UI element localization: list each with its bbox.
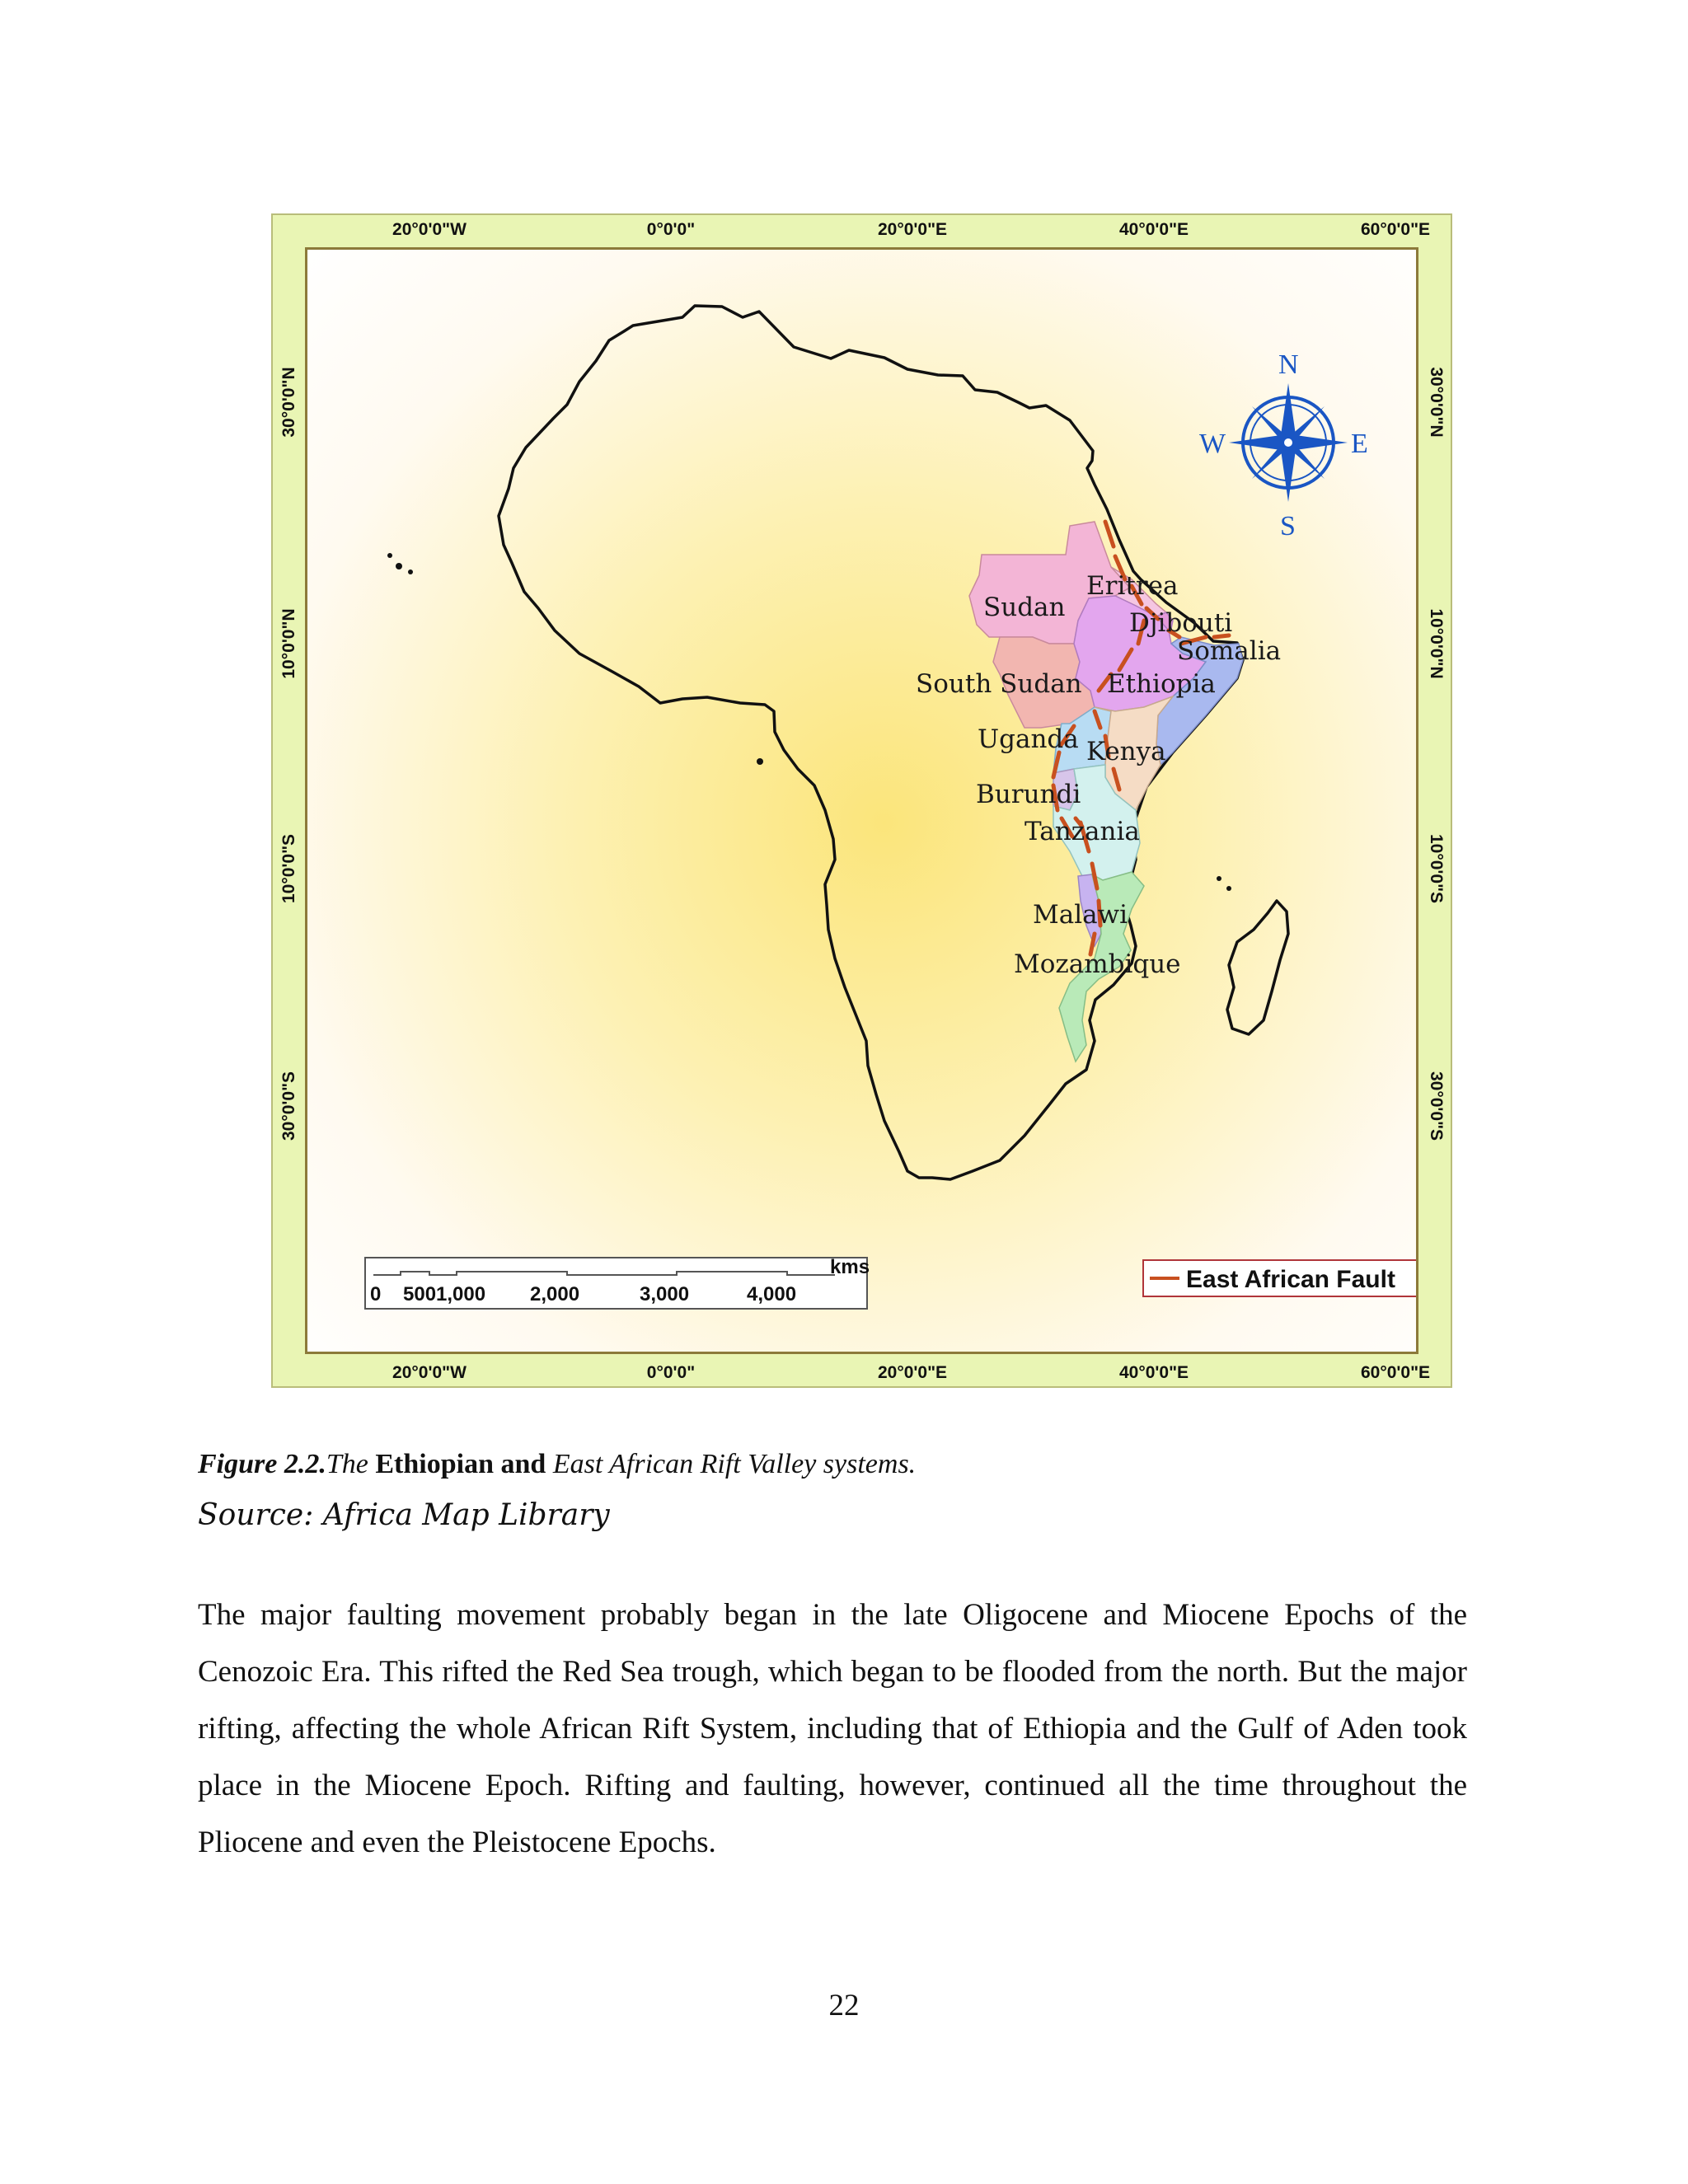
compass-label-n: N xyxy=(1278,349,1299,380)
figure-source: Source: Africa Map Library xyxy=(198,1498,610,1532)
coord-top-60e: 60°0'0"E xyxy=(1360,220,1431,239)
map-canvas xyxy=(305,247,1418,1354)
scale-bar-label-3000: 3,000 xyxy=(640,1283,690,1305)
coord-right-30s: 30°0'0"S xyxy=(1427,1071,1446,1141)
page-number: 22 xyxy=(828,1989,860,2022)
island-sao-tome xyxy=(757,758,763,765)
coord-bottom-40e: 40°0'0"E xyxy=(1118,1363,1189,1382)
coord-bottom-20w: 20°0'0"W xyxy=(392,1363,467,1382)
coord-left-10s: 10°0'0"S xyxy=(279,833,298,904)
compass-label-w: W xyxy=(1199,429,1226,459)
compass-label-e: E xyxy=(1351,429,1368,459)
scale-bar-label-0: 0 xyxy=(370,1283,382,1305)
coord-bottom-0: 0°0'0" xyxy=(646,1363,696,1382)
coord-bottom-60e: 60°0'0"E xyxy=(1360,1363,1431,1382)
coord-right-10n: 10°0'0"N xyxy=(1427,608,1446,679)
caption-bold-text: Ethiopian and xyxy=(375,1449,546,1479)
scale-bar-label-2000: 2,000 xyxy=(530,1283,580,1305)
scale-bar-label-1000: 5001,000 xyxy=(403,1283,486,1305)
compass-center xyxy=(1283,438,1293,448)
scale-bar-label-4000: 4,000 xyxy=(747,1283,797,1305)
body-paragraph: The major faulting movement probably began in the late Oligocene and Miocene Epochs of the Cenozoic Era. This rifted the Red Sea trough, which began to be flooded from the north. But the major rifting, affecting the whole African Rift System, including that of Ethiopia and the Gulf of Aden took place in the Miocene Epoch. Rifting and faulting, however, continued all the time throughout the Pliocene and even the Pleistocene Epochs. xyxy=(198,1598,1467,1859)
figure-caption xyxy=(198,1449,916,1480)
label-ethiopia: Ethiopia xyxy=(1107,669,1216,699)
island-comoros-b xyxy=(1226,886,1231,891)
coord-left-10n: 10°0'0"N xyxy=(279,608,298,679)
label-burundi: Burundi xyxy=(976,780,1081,809)
coord-bottom-20e: 20°0'0"E xyxy=(877,1363,948,1382)
label-mozambique: Mozambique xyxy=(1014,949,1181,979)
figure-label: Figure 2.2. xyxy=(198,1449,326,1479)
coord-top-20w: 20°0'0"W xyxy=(392,220,467,239)
coord-left-30s: 30°0'0"S xyxy=(279,1071,298,1141)
label-kenya: Kenya xyxy=(1086,737,1166,766)
label-malawi: Malawi xyxy=(1033,900,1128,930)
caption-text-2: East African Rift Valley systems. xyxy=(546,1449,917,1479)
compass-rose xyxy=(1199,349,1368,541)
label-uganda: Uganda xyxy=(978,724,1079,754)
compass-label-s: S xyxy=(1280,511,1296,541)
label-south-sudan: South Sudan xyxy=(916,669,1082,699)
island-cape-verde-b xyxy=(408,569,413,574)
scale-bar xyxy=(365,1256,870,1309)
island-cape-verde-a xyxy=(396,563,402,569)
madagascar-outline xyxy=(1227,901,1288,1034)
africa-map xyxy=(307,250,1418,1354)
label-djibouti: Djibouti xyxy=(1129,608,1233,638)
map-figure xyxy=(271,213,1452,1388)
caption-text-1: The xyxy=(326,1449,376,1479)
coord-right-30n: 30°0'0"N xyxy=(1427,367,1446,438)
island-south xyxy=(1132,1353,1137,1354)
coord-top-20e: 20°0'0"E xyxy=(877,220,948,239)
legend-label: East African Fault xyxy=(1186,1266,1395,1293)
coord-left-30n: 30°0'0"N xyxy=(279,367,298,438)
label-eritrea: Eritrea xyxy=(1086,571,1179,601)
map-legend xyxy=(1143,1260,1418,1296)
coord-right-10s: 10°0'0"S xyxy=(1427,833,1446,904)
island-comoros-a xyxy=(1217,876,1221,881)
label-tanzania: Tanzania xyxy=(1025,817,1140,846)
scale-bar-unit: kms xyxy=(830,1256,870,1278)
label-sudan: Sudan xyxy=(983,593,1066,622)
island-cape-verde-c xyxy=(387,553,392,558)
coord-top-0: 0°0'0" xyxy=(646,220,696,239)
label-somalia: Somalia xyxy=(1177,636,1282,666)
coord-top-40e: 40°0'0"E xyxy=(1118,220,1189,239)
